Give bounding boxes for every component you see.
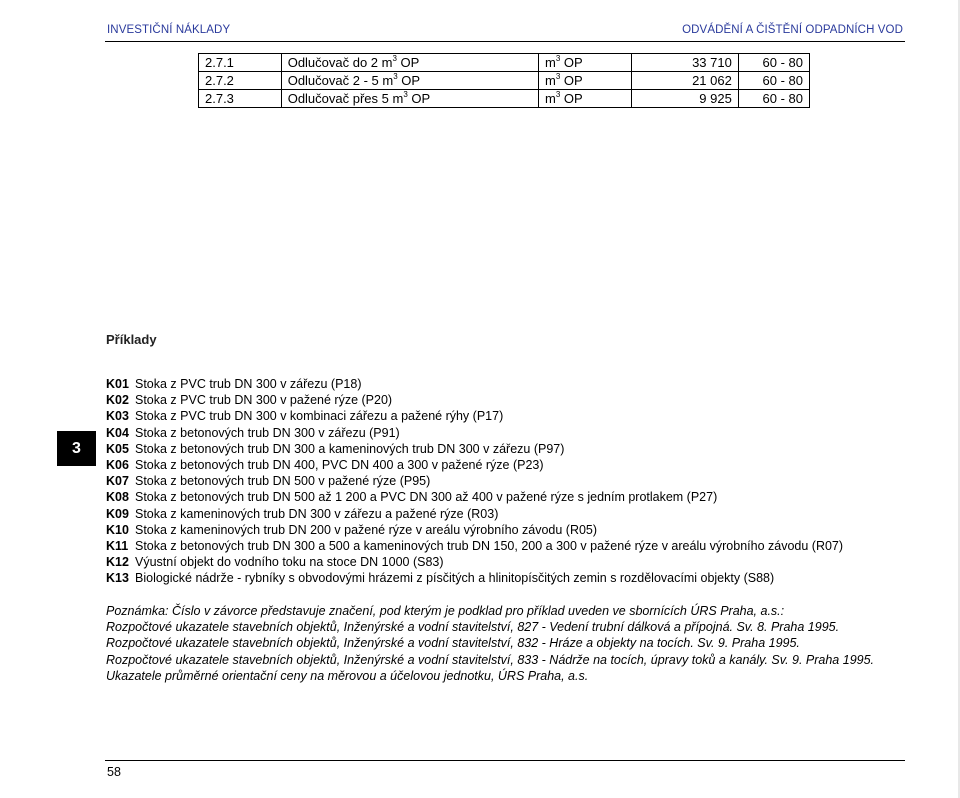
row-name: Odlučovač do 2 $m^3$ OP (281, 54, 538, 72)
example-code: K04 (106, 425, 129, 440)
example-text: Stoka z PVC trub DN 300 v zářezu (P18) (135, 377, 362, 391)
example-text: Stoka z PVC trub DN 300 v pažené rýze (P20) (135, 393, 393, 408)
chapter-tab-marker: 3 (57, 431, 96, 466)
example-code: K12 (106, 555, 129, 570)
example-text: Stoka z betonových trub DN 300 v zářezu (P91) (135, 425, 400, 440)
example-code: K07 (106, 474, 129, 489)
example-text: Stoka z PVC trub DN 300 v kombinaci zářezu a pažené rýhy (P17) (135, 409, 504, 424)
note-line: Rozpočtové ukazatele stavebních objektů, Inženýrské a vodní stavitelství, 833 - Nádrže na tocích, úpravy toků a kanály. Sv. 9. Praha 1995. (106, 652, 875, 667)
example-text: Stoka z betonových trub DN 400, PVC DN 400 a 300 v pažené rýze (P23) (135, 457, 544, 472)
example-item (106, 425, 843, 441)
example-item (106, 570, 843, 586)
cost-table-row (199, 54, 810, 72)
example-item (106, 538, 843, 554)
footer-divider (105, 760, 905, 761)
example-code: K09 (106, 506, 129, 521)
example-code: K06 (106, 457, 129, 472)
example-code: K10 (106, 522, 129, 537)
note-line: Poznámka: Číslo v závorce představuje značení, pod kterým je podklad pro příklad uveden ve sbornících ÚRS Praha, a.s.: (106, 604, 785, 618)
example-item (106, 489, 843, 505)
row-name: Odlučovač přes 5 $m^3$ OP (281, 90, 538, 108)
example-text: Výustní objekt do vodního toku na stoce DN 1000 (S83) (135, 555, 444, 570)
note-line: Ukazatele průměrné orientační ceny na měrovou a účelovou jednotku, ÚRS Praha, a.s. (106, 668, 589, 683)
example-item (106, 473, 843, 489)
example-item (106, 522, 843, 538)
example-text: Stoka z kameninových trub DN 200 v pažené rýze v areálu výrobního závodu (R05) (135, 522, 598, 537)
example-item (106, 376, 843, 392)
row-number: 2.7.1 (199, 54, 282, 72)
row-number: 2.7.3 (199, 90, 282, 108)
row-range: 60 - 80 (738, 54, 809, 72)
page-number: 58 (107, 765, 121, 779)
row-number: 2.7.2 (199, 72, 282, 90)
example-text: Stoka z betonových trub DN 500 až 1 200 a PVC DN 300 až 400 v pažené rýze s jedním protlakem (P27) (135, 490, 718, 505)
section-title: Příklady (106, 332, 157, 347)
cost-table (198, 53, 810, 108)
row-price: 9 925 (631, 90, 738, 108)
header-right-title: ODVÁDĚNÍ A ČIŠTĚNÍ ODPADNÍCH VOD (682, 24, 903, 36)
note-line: Rozpočtové ukazatele stavebních objektů, Inženýrské a vodní stavitelství, 832 - Hráze a objekty na tocích. Sv. 9. Praha 1995. (106, 636, 800, 651)
example-text: Stoka z betonových trub DN 500 v pažené rýze (P95) (135, 474, 431, 489)
notes-block (106, 603, 911, 684)
example-item (106, 408, 843, 424)
example-text: Stoka z betonových trub DN 300 a kameninových trub DN 300 v zářezu (P97) (135, 441, 565, 456)
row-unit: $m^3$ OP (538, 54, 631, 72)
example-item (106, 392, 843, 408)
example-text: Biologické nádrže - rybníky s obvodovými hrázemi z písčitých a hlinitopísčitých zemin s rozdělovacími objekty (S88) (135, 571, 775, 586)
example-text: Stoka z kameninových trub DN 300 v zářezu a pažené rýze (R03) (135, 506, 499, 521)
example-item (106, 457, 843, 473)
example-code: K03 (106, 409, 129, 424)
example-code: K11 (106, 538, 129, 553)
row-price: 21 062 (631, 72, 738, 90)
cost-table-row (199, 72, 810, 90)
header-left-title: INVESTIČNÍ NÁKLADY (107, 24, 231, 36)
examples-list (106, 376, 843, 586)
row-price: 33 710 (631, 54, 738, 72)
example-code: K08 (106, 490, 129, 505)
example-code: K05 (106, 441, 129, 456)
row-range: 60 - 80 (738, 72, 809, 90)
row-unit: $m^3$ OP (538, 72, 631, 90)
example-item (106, 441, 843, 457)
example-text: Stoka z betonových trub DN 300 a 500 a kameninových trub DN 150, 200 a 300 v pažené rýze v areálu výrobního závodu (R07) (135, 538, 844, 553)
row-name: Odlučovač 2 - 5 $m^3$ OP (281, 72, 538, 90)
example-item (106, 506, 843, 522)
cost-table-row (199, 90, 810, 108)
row-unit: $m^3$ OP (538, 90, 631, 108)
note-line: Rozpočtové ukazatele stavebních objektů, Inženýrské a vodní stavitelství, 827 - Vedení trubní dálková a přípojná. Sv. 8. Praha 1995. (106, 620, 840, 635)
row-range: 60 - 80 (738, 90, 809, 108)
header-divider (105, 41, 905, 42)
example-code: K01 (106, 377, 129, 391)
example-code: K13 (106, 571, 129, 586)
example-item (106, 554, 843, 570)
example-code: K02 (106, 393, 129, 408)
